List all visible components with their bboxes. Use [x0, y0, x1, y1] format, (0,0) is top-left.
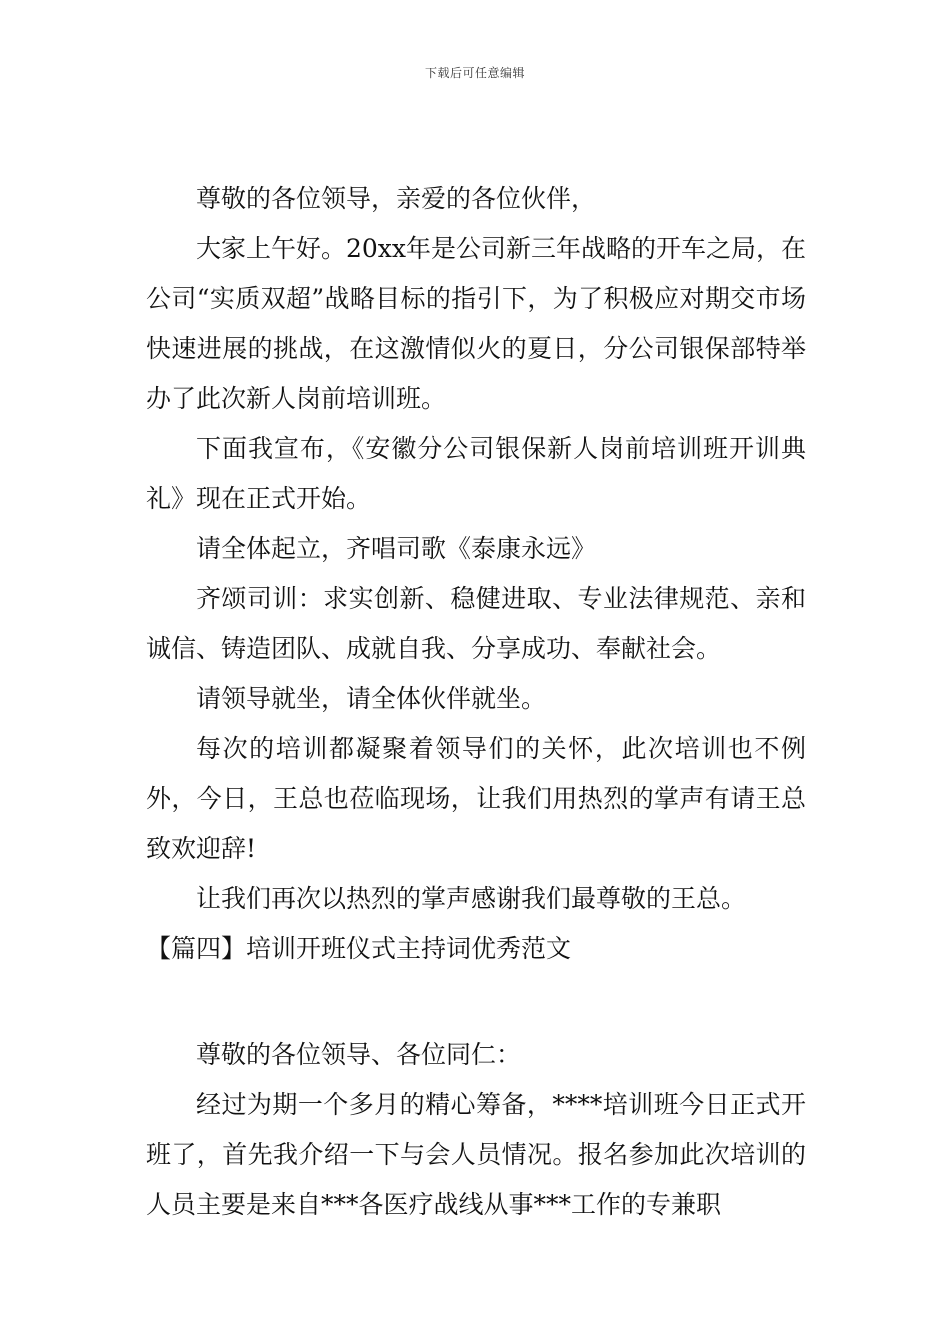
paragraph-thanks: 让我们再次以热烈的掌声感谢我们最尊敬的王总。 — [196, 884, 747, 913]
section-heading: 【篇四】培训开班仪式主持词优秀范文 — [146, 934, 572, 963]
paragraph-greeting: 尊敬的各位领导，亲爱的各位伙伴， — [196, 184, 597, 213]
paragraph-opening: 大家上午好。20xx年是公司新三年战略的开车之局，在公司“实质双超”战略目标的指引下，为了积极应对期交市场快速进展的挑战，在这激情似火的夏日，分公司银保部特举办了此次新人岗前培训班。 — [146, 234, 807, 413]
document-body — [146, 174, 806, 1230]
paragraph-greeting-2: 尊敬的各位领导、各位同仁： — [196, 1040, 522, 1069]
paragraph-company-song: 请全体起立，齐唱司歌《泰康永远》 — [196, 534, 597, 563]
paragraph-company-motto: 齐颂司训：求实创新、稳健进取、专业法律规范、亲和诚信、铸造团队、成就自我、分享成功、奉献社会。 — [146, 584, 806, 663]
paragraph-be-seated: 请领导就坐，请全体伙伴就坐。 — [196, 684, 547, 713]
paragraph-announcement: 下面我宣布，《安徽分公司银保新人岗前培训班开训典礼》现在正式开始。 — [146, 434, 806, 513]
section-spacer — [146, 974, 806, 1030]
paragraph-introduction: 经过为期一个多月的精心筹备，****培训班今日正式开班了，首先我介绍一下与会人员情况。报名参加此次培训的人员主要是来自***各医疗战线从事***工作的专兼职 — [146, 1090, 806, 1219]
paragraph-welcome-speech: 每次的培训都凝聚着领导们的关怀，此次培训也不例外，今日，王总也莅临现场，让我们用热烈的掌声有请王总致欢迎辞! — [146, 734, 806, 863]
page-header-note: 下载后可任意编辑 — [424, 66, 525, 80]
